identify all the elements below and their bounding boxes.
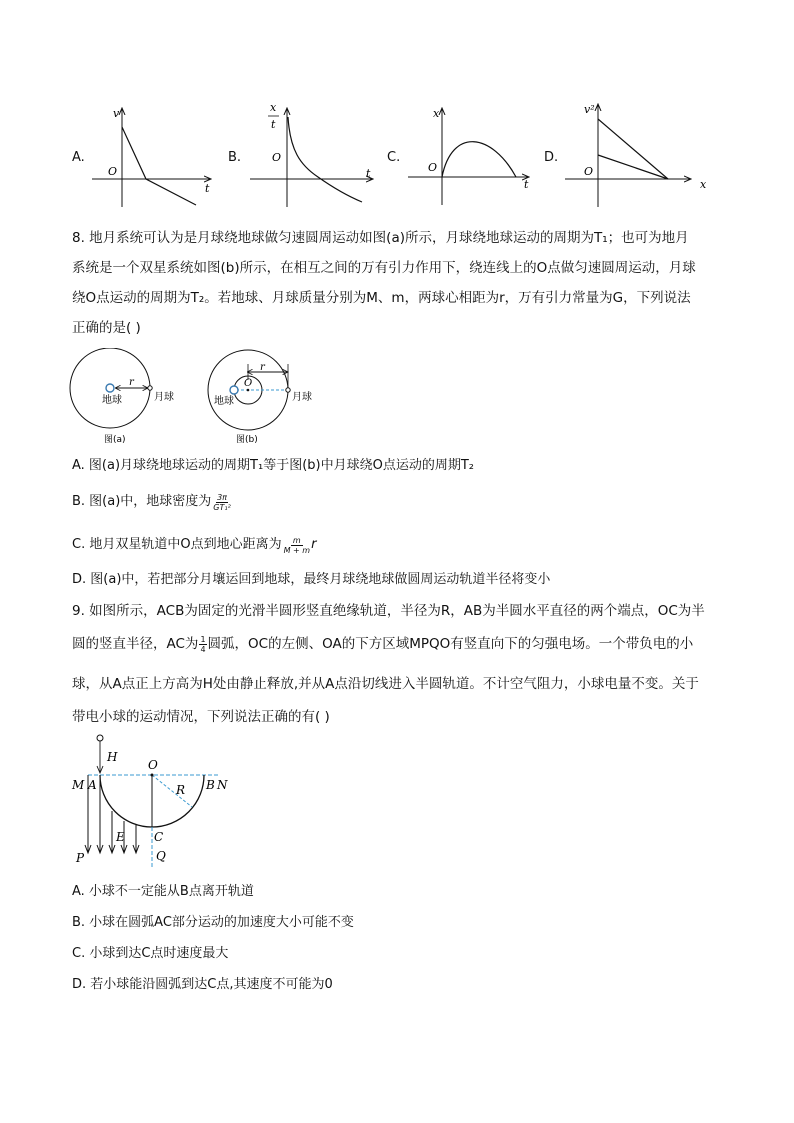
curve-d-lower	[598, 155, 668, 179]
q9-option-d: D. 若小球能沿圆弧到达C点,其速度不可能为0	[72, 977, 333, 992]
a-origin: O	[108, 165, 118, 178]
c-xlabel: t	[524, 178, 529, 191]
earth-b	[230, 386, 238, 394]
q8-option-c-num: m	[292, 535, 301, 545]
curve-b	[288, 117, 362, 202]
graph-b	[250, 101, 372, 207]
c-origin: O	[428, 161, 438, 174]
q8-option-a: A. 图(a)月球绕地球运动的周期T₁等于图(b)中月球绕O点运动的周期T₂	[72, 458, 474, 473]
q9-line-3: 球，从A点正上方高为H处由静止释放,并从A点沿切线进入半圆轨道。不计空气阻力，小球电量不变。关于	[72, 676, 699, 692]
q8-option-c-den: M + m	[283, 545, 311, 555]
label-E: E	[116, 830, 125, 844]
fig-b-caption: 图(b)	[236, 435, 258, 445]
label-H: H	[107, 750, 118, 764]
q8-option-b-text: B. 图(a)中，地球密度为	[72, 494, 212, 509]
curve-c	[442, 142, 516, 177]
label-A: A	[88, 778, 97, 792]
q9-frac-den: 4	[200, 644, 206, 654]
graph-d	[565, 103, 707, 207]
option-b-label: B.	[228, 150, 242, 165]
label-M: M	[72, 778, 85, 792]
graph-a	[92, 107, 210, 207]
fig-b-moon: 月球	[292, 392, 312, 403]
label-Q: Q	[156, 849, 166, 863]
q8-line-2: 系统是一个双星系统如图(b)所示，在相互之间的万有引力作用下，绕连线上的O点做匀速圆周运动，月球	[72, 260, 696, 276]
label-C: C	[154, 830, 164, 844]
fig-a-moon: 月球	[154, 392, 174, 403]
b-ylabel-den: t	[271, 118, 276, 131]
moon-b	[286, 388, 290, 392]
label-R: R	[176, 783, 186, 797]
option-a-label: A.	[72, 150, 85, 165]
label-O: O	[148, 758, 158, 772]
ball	[97, 735, 103, 741]
graph-c	[408, 107, 529, 205]
fig-b-o: O	[244, 378, 253, 389]
figure-a	[70, 348, 174, 445]
fig-a-earth: 地球	[102, 395, 122, 406]
q8-line-3: 绕O点运动的周期为T₂。若地球、月球质量分别为M、m，两球心相距为r，万有引力常量为G，下列说法	[72, 290, 691, 306]
a-ylabel: v	[113, 107, 120, 120]
fig-b-r: r	[260, 362, 265, 373]
label-B: B	[206, 778, 215, 792]
c-ylabel: x	[433, 107, 440, 120]
q8-option-b-fraction	[213, 493, 231, 512]
q8-option-d: D. 图(a)中，若把部分月壤运回到地球，最终月球绕地球做圆周运动轨道半径将变小	[72, 572, 551, 587]
d-ylabel: v²	[584, 103, 595, 116]
q9-frac-num: 1	[200, 634, 206, 644]
fig-a-caption: 图(a)	[104, 435, 126, 445]
q9-line-2b: 圆弧，OC的左侧、OA的下方区域MPQO有竖直向下的匀强电场。一个带负电的小	[207, 636, 694, 652]
earth-a	[106, 384, 114, 392]
curve-a	[122, 127, 196, 205]
q8-figures	[66, 348, 336, 448]
fig-a-r: r	[129, 377, 134, 388]
q8-option-c-suffix: r	[311, 537, 317, 552]
b-ylabel-num: x	[270, 101, 277, 114]
q9-option-c: C. 小球到达C点时速度最大	[72, 946, 229, 961]
d-xlabel: x	[700, 178, 707, 191]
q8-line-4: 正确的是( )	[72, 320, 141, 336]
q7-graphs-svg	[0, 95, 794, 215]
d-origin: O	[584, 165, 594, 178]
q8-line-1: 8. 地月系统可认为是月球绕地球做匀速圆周运动如图(a)所示，月球绕地球运动的周期为T₁；也可为地月	[72, 230, 689, 246]
q8-option-c-text: C. 地月双星轨道中O点到地心距离为	[72, 537, 282, 552]
option-d-label: D.	[544, 150, 559, 165]
moon-a	[148, 386, 152, 390]
q9-option-a: A. 小球不一定能从B点离开轨道	[72, 884, 254, 899]
q8-option-c-fraction	[284, 536, 310, 555]
q8-option-b	[72, 492, 231, 512]
fig-b-earth: 地球	[214, 396, 234, 407]
q9-line-1: 9. 如图所示，ACB为固定的光滑半圆形竖直绝缘轨道，半径为R，AB为半圆水平直径的两个端点，OC为半	[72, 603, 705, 619]
q9-line-2a: 圆的竖直半径，AC为	[72, 636, 199, 652]
b-xlabel: t	[366, 167, 371, 180]
option-c-label: C.	[387, 150, 401, 165]
q9-line-2	[72, 634, 693, 654]
q9-figure	[66, 732, 236, 872]
b-origin: O	[272, 151, 282, 164]
label-N: N	[217, 778, 228, 792]
q9-quarter-fraction	[199, 635, 206, 654]
figure-b	[208, 350, 312, 445]
q8-option-b-den: GT₁²	[213, 502, 231, 512]
q8-option-c	[72, 535, 316, 555]
a-xlabel: t	[205, 182, 210, 195]
label-P: P	[76, 851, 85, 865]
q8-option-b-num: 3π	[217, 492, 227, 502]
q9-line-4: 带电小球的运动情况，下列说法正确的有( )	[72, 709, 330, 725]
curve-d-upper	[598, 119, 668, 179]
q9-option-b: B. 小球在圆弧AC部分运动的加速度大小可能不变	[72, 915, 354, 930]
